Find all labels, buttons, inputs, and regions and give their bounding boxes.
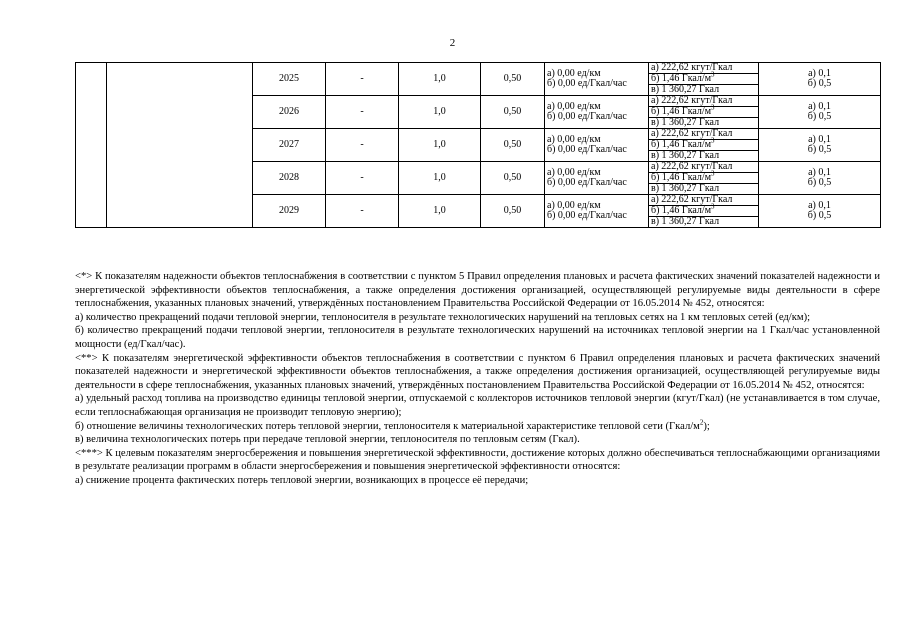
efficiency-b-sup: 3	[711, 136, 715, 145]
value-cell: 1,0	[399, 96, 481, 129]
dash-cell: -	[326, 162, 399, 195]
table-row	[76, 63, 881, 74]
blank-col-2	[107, 63, 253, 228]
target-cell	[759, 96, 881, 129]
efficiency-c: в) 1 360,27 Гкал	[649, 151, 759, 162]
year-cell: 2028	[253, 162, 326, 195]
year-cell: 2026	[253, 96, 326, 129]
target-b: б) 0,5	[807, 144, 832, 155]
efficiency-b-sup: 3	[711, 70, 715, 79]
value-cell: 0,50	[481, 63, 545, 96]
page-number: 2	[449, 37, 456, 49]
blank-col-1	[76, 63, 107, 228]
footnote-efficiency-item-b-text: б) отношение величины технологических потерь тепловой энергии, теплоносителя к материальной характеристике тепловой сети (Гкал/м	[75, 420, 700, 432]
footnotes	[75, 270, 880, 488]
efficiency-b-text: б) 1,46 Гкал/м	[651, 205, 712, 216]
footnote-energy-saving: <***> К целевым показателям энергосбережения и повышения энергетической эффективности, достижение которых должно обеспечиваться теплоснабжающими организациями в результате реализации программ в области энергосбережения и повышения энергетической эффективности относятся:	[75, 447, 880, 473]
indicators-table	[75, 62, 881, 228]
efficiency-b-text: б) 1,46 Гкал/м	[651, 106, 712, 117]
efficiency-a: а) 222,62 кгут/Гкал	[649, 162, 759, 173]
value-cell: 1,0	[399, 129, 481, 162]
dash-cell: -	[326, 129, 399, 162]
year-cell: 2025	[253, 63, 326, 96]
efficiency-b	[649, 103, 759, 118]
reliability-b: б) 0,00 ед/Гкал/час	[547, 78, 627, 89]
target-b: б) 0,5	[807, 111, 832, 122]
value-cell: 1,0	[399, 195, 481, 228]
footnote-energy-saving-item-a: а) снижение процента фактических потерь тепловой энергии, возникающих в процессе её передачи;	[75, 474, 529, 486]
value-cell: 0,50	[481, 96, 545, 129]
dash-cell: -	[326, 195, 399, 228]
reliability-a: а) 0,00 ед/км	[547, 200, 601, 211]
reliability-cell	[545, 96, 649, 129]
target-cell	[759, 129, 881, 162]
dash-cell: -	[326, 96, 399, 129]
efficiency-a: а) 222,62 кгут/Гкал	[649, 96, 759, 107]
efficiency-b-text: б) 1,46 Гкал/м	[651, 139, 712, 150]
efficiency-c: в) 1 360,27 Гкал	[649, 118, 759, 129]
efficiency-b	[649, 70, 759, 85]
reliability-cell	[545, 162, 649, 195]
reliability-cell	[545, 63, 649, 96]
reliability-a: а) 0,00 ед/км	[547, 68, 601, 79]
efficiency-b-sup: 3	[711, 103, 715, 112]
reliability-cell	[545, 195, 649, 228]
efficiency-c: в) 1 360,27 Гкал	[649, 217, 759, 228]
target-a: а) 0,1	[808, 101, 831, 112]
footnote-efficiency-item-a: а) удельный расход топлива на производство единицы тепловой энергии, отпускаемой с коллекторов источников тепловой энергии (кгут/Гкал) (не устанавливается в том случае, если теплоснабжающая организация не производит тепловую энергию);	[75, 393, 880, 418]
footnote-efficiency-item-b-sup: 2	[699, 418, 704, 426]
target-b: б) 0,5	[807, 78, 832, 89]
value-cell: 0,50	[481, 129, 545, 162]
footnote-reliability: <*> К показателям надежности объектов теплоснабжения в соответствии с пунктом 5 Правил определения плановых и расчета фактических значений показателей надежности и энергетической эффективности объектов теплоснабжения, а также определения достижения организацией, осуществляющей регулируемые виды деятельности в сфере теплоснабжения, указанных плановых значений, утверждённых постановлением Правительства Российской Федерации от 16.05.2014 № 452, относятся:	[75, 271, 880, 310]
target-cell	[759, 162, 881, 195]
reliability-b: б) 0,00 ед/Гкал/час	[547, 177, 627, 188]
reliability-a: а) 0,00 ед/км	[547, 101, 601, 112]
footnote-efficiency-item-b	[75, 420, 880, 434]
efficiency-b-text: б) 1,46 Гкал/м	[651, 73, 712, 84]
efficiency-a: а) 222,62 кгут/Гкал	[649, 63, 759, 74]
efficiency-b-text: б) 1,46 Гкал/м	[651, 172, 712, 183]
table-body	[76, 63, 881, 228]
target-b: б) 0,5	[807, 210, 832, 221]
year-cell: 2027	[253, 129, 326, 162]
reliability-a: а) 0,00 ед/км	[547, 134, 601, 145]
footnote-efficiency-item-b-end: );	[703, 420, 710, 432]
efficiency-c: в) 1 360,27 Гкал	[649, 184, 759, 195]
efficiency-c: в) 1 360,27 Гкал	[649, 85, 759, 96]
efficiency-b	[649, 202, 759, 217]
reliability-b: б) 0,00 ед/Гкал/час	[547, 210, 627, 221]
target-a: а) 0,1	[808, 167, 831, 178]
footnote-reliability-item-b: б) количество прекращений подачи тепловой энергии, теплоносителя в результате технологических нарушений на источниках тепловой энергии на 1 Гкал/час установленной мощности (ед/Гкал/час).	[75, 325, 880, 350]
value-cell: 0,50	[481, 162, 545, 195]
efficiency-b-sup: 3	[711, 202, 715, 211]
target-a: а) 0,1	[808, 200, 831, 211]
efficiency-a: а) 222,62 кгут/Гкал	[649, 195, 759, 206]
target-b: б) 0,5	[807, 177, 832, 188]
reliability-a: а) 0,00 ед/км	[547, 167, 601, 178]
efficiency-b	[649, 169, 759, 184]
efficiency-b-sup: 3	[711, 169, 715, 178]
target-cell	[759, 195, 881, 228]
reliability-b: б) 0,00 ед/Гкал/час	[547, 144, 627, 155]
value-cell: 1,0	[399, 162, 481, 195]
reliability-cell	[545, 129, 649, 162]
target-a: а) 0,1	[808, 68, 831, 79]
footnote-reliability-item-a: а) количество прекращений подачи тепловой энергии, теплоносителя в результате технологических нарушений на тепловых сетях на 1 км тепловых сетей (ед/км);	[75, 311, 811, 323]
value-cell: 1,0	[399, 63, 481, 96]
dash-cell: -	[326, 63, 399, 96]
target-cell	[759, 63, 881, 96]
efficiency-b	[649, 136, 759, 151]
year-cell: 2029	[253, 195, 326, 228]
reliability-b: б) 0,00 ед/Гкал/час	[547, 111, 627, 122]
value-cell: 0,50	[481, 195, 545, 228]
footnote-efficiency: <**> К показателям энергетической эффективности объектов теплоснабжения в соответствии с пунктом 6 Правил определения плановых и расчета фактических значений показателей надежности и энергетической эффективности объектов теплоснабжения, а также определения достижения организацией, осуществляющей регулируемые виды деятельности в сфере теплоснабжения, указанных плановых значений, утверждённых постановлением Правительства Российской Федерации от 16.05.2014 № 452, относятся:	[75, 352, 880, 391]
target-a: а) 0,1	[808, 134, 831, 145]
footnote-efficiency-item-c: в) величина технологических потерь при передаче тепловой энергии, теплоносителя по тепловым сетям (Гкал).	[75, 434, 580, 446]
efficiency-a: а) 222,62 кгут/Гкал	[649, 129, 759, 140]
